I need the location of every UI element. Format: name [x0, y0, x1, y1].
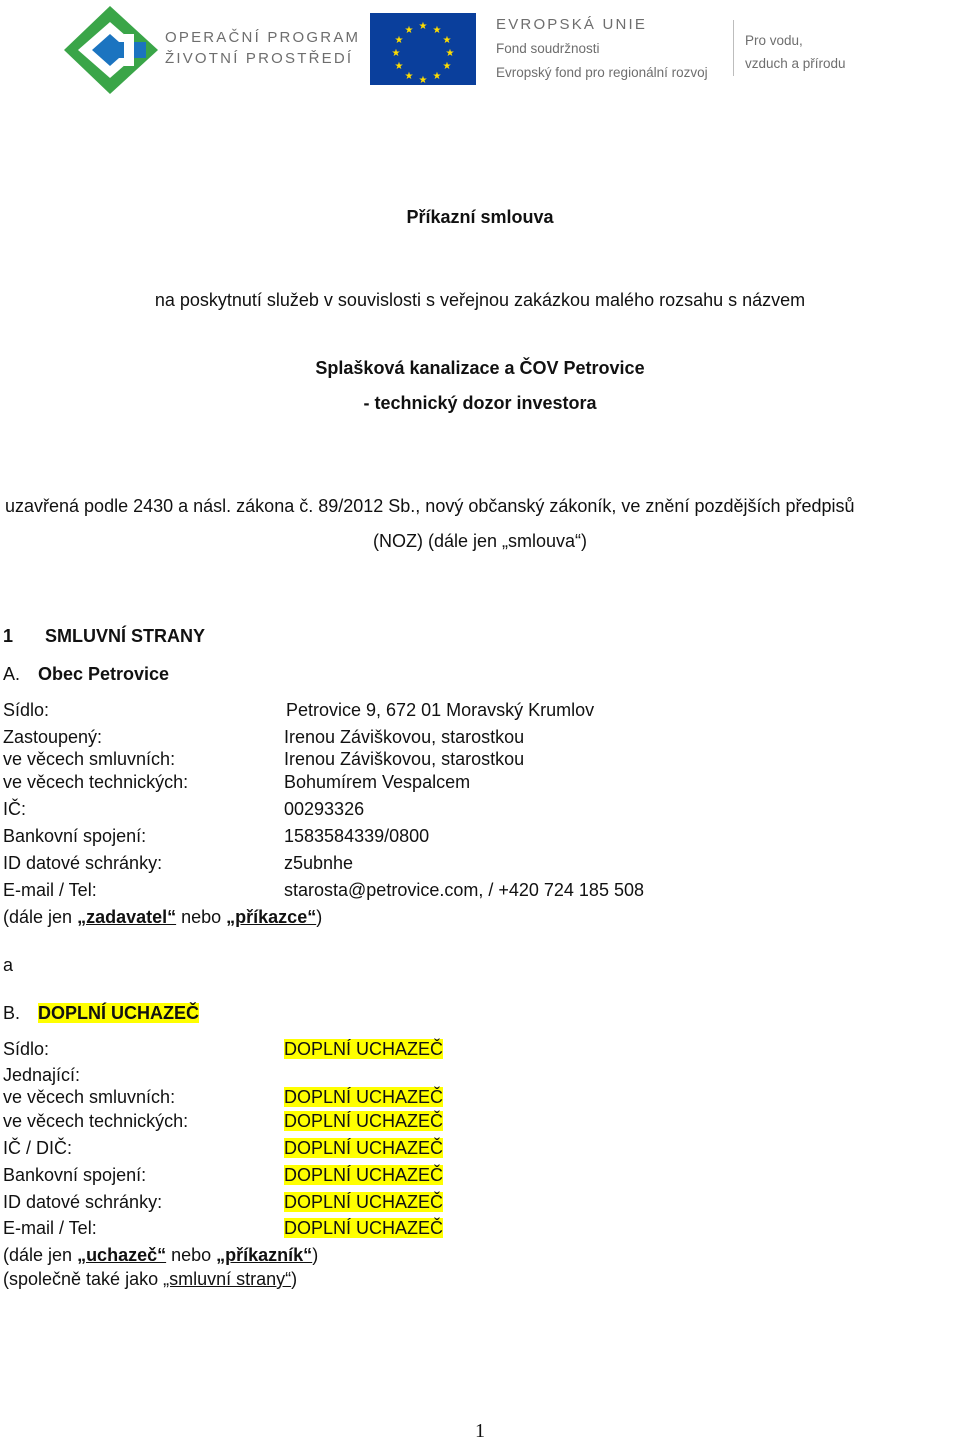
eu-title: EVROPSKÁ UNIE [496, 16, 648, 33]
party-a-alias-open: (dále jen [3, 907, 78, 927]
party-a-databox-value: z5ubnhe [284, 853, 354, 873]
joint-alias-term: „smluvní strany“ [163, 1269, 292, 1289]
party-b-alias-1: „uchazeč“ [77, 1245, 167, 1265]
joint-alias-close: ) [291, 1269, 298, 1289]
svg-text:★: ★ [432, 25, 442, 36]
op-line-1: OPERAČNÍ PROGRAM [165, 29, 361, 46]
party-a-alias-mid: nebo [176, 907, 227, 927]
party-b-email-value: DOPLNÍ UCHAZEČ [284, 1218, 444, 1238]
section-title: SMLUVNÍ STRANY [45, 626, 206, 646]
document-title: Příkazní smlouva [406, 207, 554, 227]
svg-text:★: ★ [418, 21, 428, 32]
svg-text:★: ★ [442, 35, 452, 46]
party-a-name: Obec Petrovice [38, 664, 170, 684]
party-a-prefix: A. [3, 664, 21, 684]
party-a-technical-value: Bohumírem Vespalcem [284, 772, 471, 792]
party-b-contract-label: ve věcech smluvních: [3, 1087, 176, 1107]
party-b-contract-value: DOPLNÍ UCHAZEČ [284, 1087, 444, 1107]
party-b-technical-value: DOPLNÍ UCHAZEČ [284, 1111, 444, 1131]
svg-text:★: ★ [404, 71, 414, 82]
svg-text:★: ★ [442, 61, 452, 72]
party-a-bank-label: Bankovní spojení: [3, 826, 147, 846]
party-a-ico-value: 00293326 [284, 799, 365, 819]
op-zp-logo-text [165, 27, 360, 69]
project-name-line-1: Splašková kanalizace a ČOV Petrovice [315, 358, 645, 378]
party-a-contract-value: Irenou Záviškovou, starostkou [284, 749, 525, 769]
party-a-seat-value: Petrovice 9, 672 01 Moravský Krumlov [286, 700, 595, 720]
party-a-email-label: E-mail / Tel: [3, 880, 97, 900]
svg-text:★: ★ [445, 48, 455, 59]
party-a-alias-close: ) [316, 907, 323, 927]
party-a-ico-label: IČ: [3, 799, 27, 819]
party-a-represented-label: Zastoupený: [3, 727, 103, 747]
party-b-email-label: E-mail / Tel: [3, 1218, 97, 1238]
party-b-alias [3, 1245, 318, 1266]
party-b-technical-label: ve věcech technických: [3, 1111, 189, 1131]
project-name-line-2: - technický dozor investora [363, 393, 597, 413]
svg-text:★: ★ [394, 35, 404, 46]
page-number: 1 [475, 1420, 485, 1442]
party-a-alias-1: „zadavatel“ [77, 907, 177, 927]
party-b-bank-label: Bankovní spojení: [3, 1165, 147, 1185]
conjunction: a [3, 955, 14, 975]
party-b-ico-label: IČ / DIČ: [3, 1138, 73, 1158]
party-b-bank-value: DOPLNÍ UCHAZEČ [284, 1165, 444, 1185]
party-a-technical-label: ve věcech technických: [3, 772, 189, 792]
party-a-bank-value: 1583584339/0800 [284, 826, 430, 846]
party-a-databox-label: ID datové schránky: [3, 853, 163, 873]
party-b-ico-value: DOPLNÍ UCHAZEČ [284, 1138, 444, 1158]
party-b-seat-label: Sídlo: [3, 1039, 50, 1059]
header-divider [733, 20, 734, 76]
section-number: 1 [3, 626, 14, 646]
party-b-alias-2: „příkazník“ [216, 1245, 313, 1265]
party-a-contract-label: ve věcech smluvních: [3, 749, 176, 769]
party-a-alias-2: „příkazce“ [226, 907, 317, 927]
party-b-seat-value: DOPLNÍ UCHAZEČ [284, 1039, 444, 1059]
svg-text:★: ★ [394, 61, 404, 72]
svg-text:★: ★ [391, 48, 401, 59]
eu-fund-cohesion: Fond soudržnosti [496, 41, 600, 56]
document-subtitle: na poskytnutí služeb v souvislosti s veřejnou zakázkou malého rozsahu s názvem [154, 290, 806, 310]
party-b-acting-label: Jednající: [3, 1065, 81, 1085]
eu-fund-regional: Evropský fond pro regionální rozvoj [496, 65, 708, 80]
party-b-databox-label: ID datové schránky: [3, 1192, 163, 1212]
slogan [745, 29, 846, 75]
svg-text:★: ★ [432, 71, 442, 82]
party-b-alias-open: (dále jen [3, 1245, 78, 1265]
op-line-2: ŽIVOTNÍ PROSTŘEDÍ [165, 50, 354, 67]
joint-alias [3, 1269, 297, 1290]
legal-basis-line-2: (NOZ) (dále jen „smlouva“) [372, 531, 588, 551]
eu-flag-icon [370, 13, 476, 85]
party-b-prefix: B. [3, 1003, 21, 1023]
party-b-alias-close: ) [312, 1245, 319, 1265]
svg-text:★: ★ [418, 75, 428, 85]
op-zp-logo-icon [62, 4, 162, 96]
slogan-line-1: Pro vodu, [745, 33, 803, 48]
party-a-alias [3, 907, 322, 928]
party-a-seat-label: Sídlo: [3, 700, 50, 720]
legal-basis-line-1: uzavřená podle 2430 a násl. zákona č. 89/2012 Sb., nový občanský zákoník, ve znění pozdějších předpisů [5, 496, 855, 516]
slogan-line-2: vzduch a přírodu [745, 56, 846, 71]
party-b-databox-value: DOPLNÍ UCHAZEČ [284, 1192, 444, 1212]
party-a-email-value: starosta@petrovice.com, / +420 724 185 508 [284, 880, 644, 900]
joint-alias-open: (společně také jako [3, 1269, 164, 1289]
party-b-name: DOPLNÍ UCHAZEČ [38, 1003, 199, 1023]
party-b-alias-mid: nebo [166, 1245, 217, 1265]
party-a-represented-value: Irenou Záviškovou, starostkou [284, 727, 525, 747]
svg-text:★: ★ [404, 25, 414, 36]
